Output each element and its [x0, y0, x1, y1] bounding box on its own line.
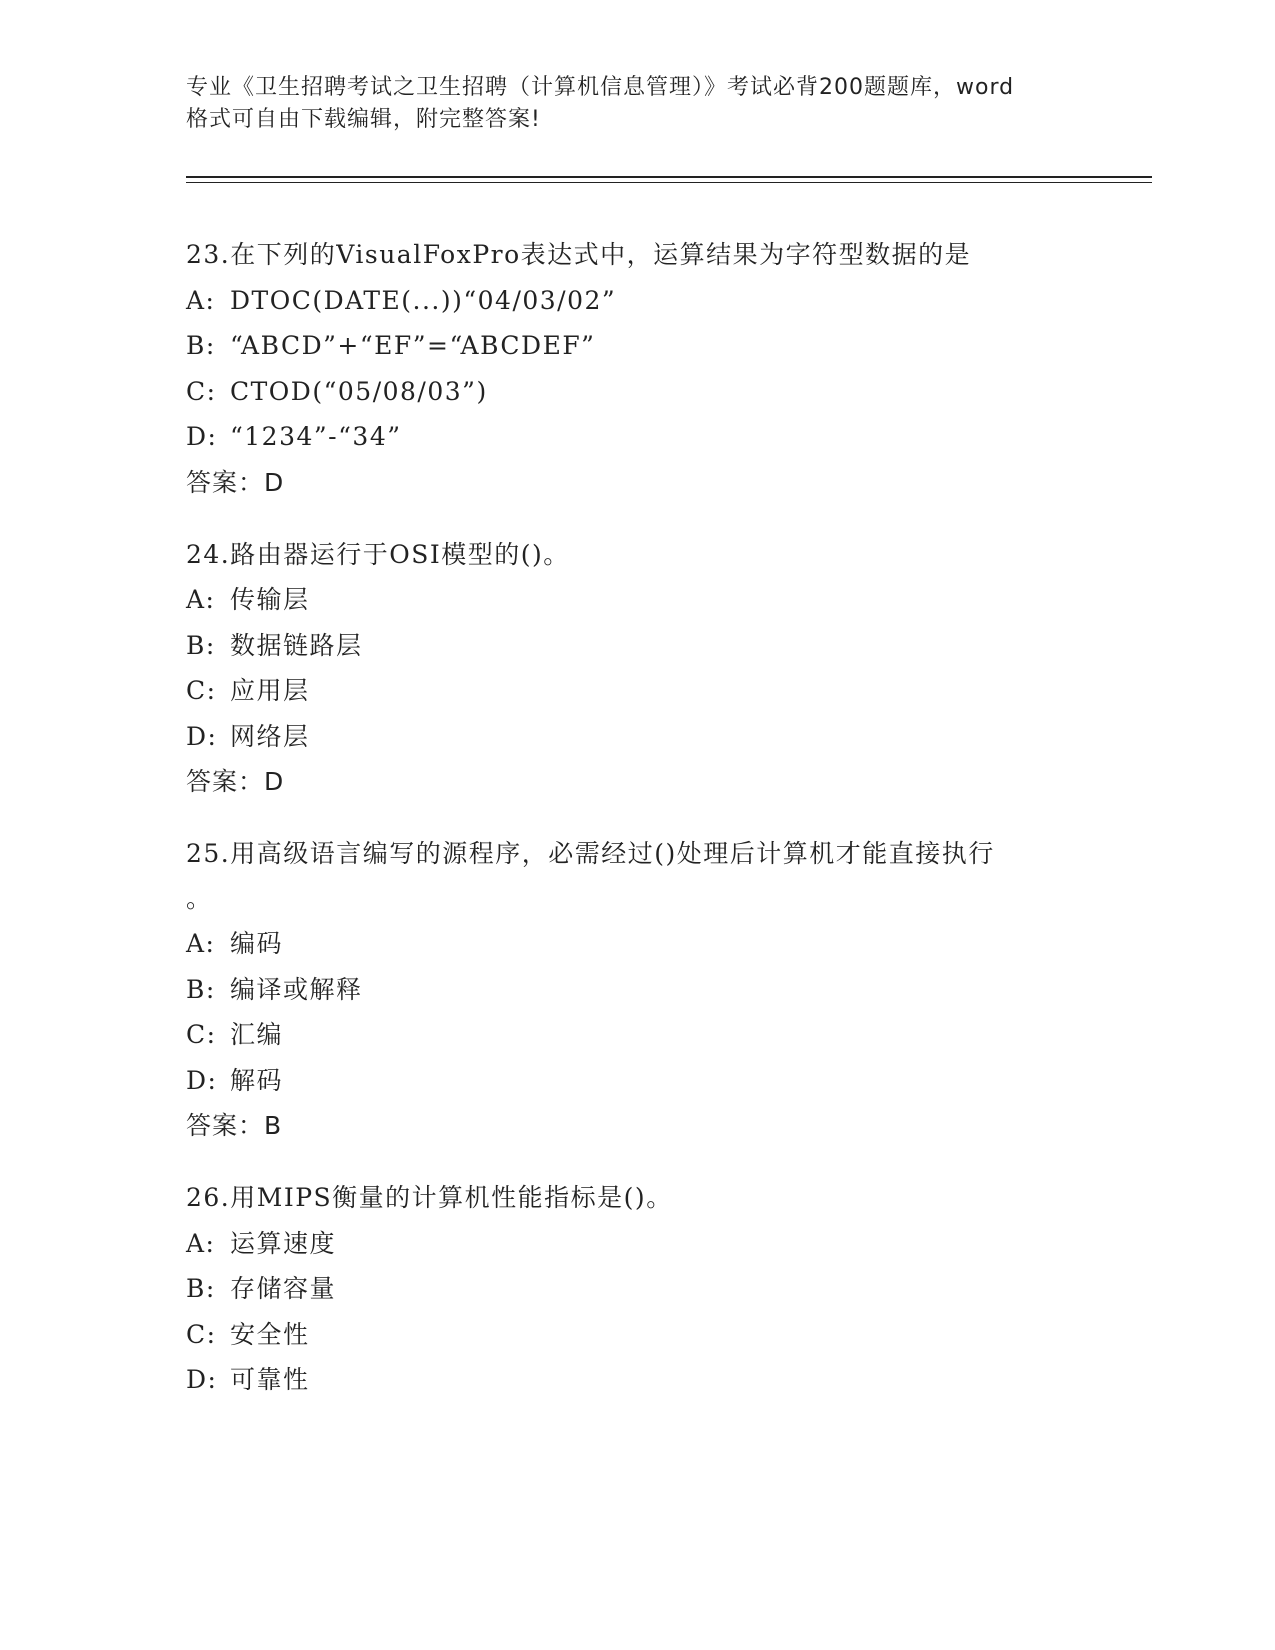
question-stem: 23.在下列的VisualFoxPro表达式中，运算结果为字符型数据的是	[186, 240, 972, 269]
option-text: DTOC(DATE(...))“04/03/02”	[230, 285, 617, 315]
option-b	[186, 323, 1086, 369]
option-prefix: A:	[186, 929, 216, 958]
option-prefix: C:	[186, 1319, 217, 1349]
option-text: 解码	[230, 1065, 284, 1095]
question-stem-tail: 。	[186, 884, 213, 913]
option-text: 数据链路层	[230, 630, 363, 660]
option-prefix: A:	[186, 1228, 216, 1258]
option-a	[186, 921, 1086, 967]
option-text: 汇编	[230, 1020, 284, 1049]
option-c	[186, 369, 1086, 415]
option-text: 编译或解释	[230, 974, 363, 1004]
question-24	[186, 532, 1086, 805]
option-d	[186, 1058, 1086, 1104]
option-text: 运算速度	[230, 1228, 337, 1258]
question-23	[186, 232, 1086, 505]
option-c	[186, 1312, 1086, 1358]
option-prefix: D:	[186, 1365, 218, 1394]
question-list	[186, 232, 1086, 1430]
option-d	[186, 714, 1086, 760]
answer-line: 答案：D	[186, 467, 285, 497]
option-text: 安全性	[230, 1319, 310, 1349]
option-b	[186, 967, 1086, 1013]
answer-line: 答案：D	[186, 767, 285, 796]
option-d	[186, 1357, 1086, 1403]
question-stem: 24.路由器运行于OSI模型的()。	[186, 539, 570, 569]
option-prefix: B:	[186, 974, 216, 1004]
option-prefix: D:	[186, 422, 218, 451]
option-prefix: C:	[186, 676, 217, 705]
option-prefix: C:	[186, 1020, 217, 1049]
option-prefix: A:	[186, 285, 216, 315]
option-text: 传输层	[230, 585, 310, 614]
header-rule-thin	[186, 182, 1152, 183]
option-prefix: B:	[186, 1274, 216, 1303]
question-stem: 26.用MIPS衡量的计算机性能指标是()。	[186, 1183, 673, 1212]
document-header	[186, 72, 1086, 136]
option-text: 存储容量	[230, 1274, 337, 1303]
option-text: 编码	[230, 929, 284, 958]
question-stem: 25.用高级语言编写的源程序，必需经过()处理后计算机才能直接执行	[186, 839, 995, 868]
option-c	[186, 1012, 1086, 1058]
option-b	[186, 1266, 1086, 1312]
option-prefix: B:	[186, 331, 216, 360]
option-text: “1234”-“34”	[230, 422, 402, 451]
option-text: “ABCD”+“EF”=“ABCDEF”	[230, 331, 596, 360]
option-b	[186, 623, 1086, 669]
option-prefix: A:	[186, 585, 216, 614]
option-text: 网络层	[230, 721, 310, 751]
header-line-1: 专业《卫生招聘考试之卫生招聘（计算机信息管理）》考试必背200题题库，word	[186, 75, 1015, 100]
option-text: 可靠性	[230, 1365, 310, 1394]
option-a	[186, 577, 1086, 623]
option-prefix: D:	[186, 721, 218, 751]
option-prefix: D:	[186, 1065, 218, 1095]
option-c	[186, 668, 1086, 714]
option-a	[186, 278, 1086, 324]
option-a	[186, 1221, 1086, 1267]
option-d	[186, 414, 1086, 460]
header-line-2: 格式可自由下载编辑，附完整答案!	[186, 107, 541, 132]
question-26	[186, 1175, 1086, 1403]
answer-line: 答案：B	[186, 1111, 283, 1140]
option-text: CTOD(“05/08/03”)	[230, 376, 488, 406]
header-rule-thick	[186, 176, 1152, 178]
option-text: 应用层	[230, 676, 310, 705]
option-prefix: B:	[186, 630, 216, 660]
option-prefix: C:	[186, 376, 217, 406]
question-25	[186, 831, 1086, 1148]
